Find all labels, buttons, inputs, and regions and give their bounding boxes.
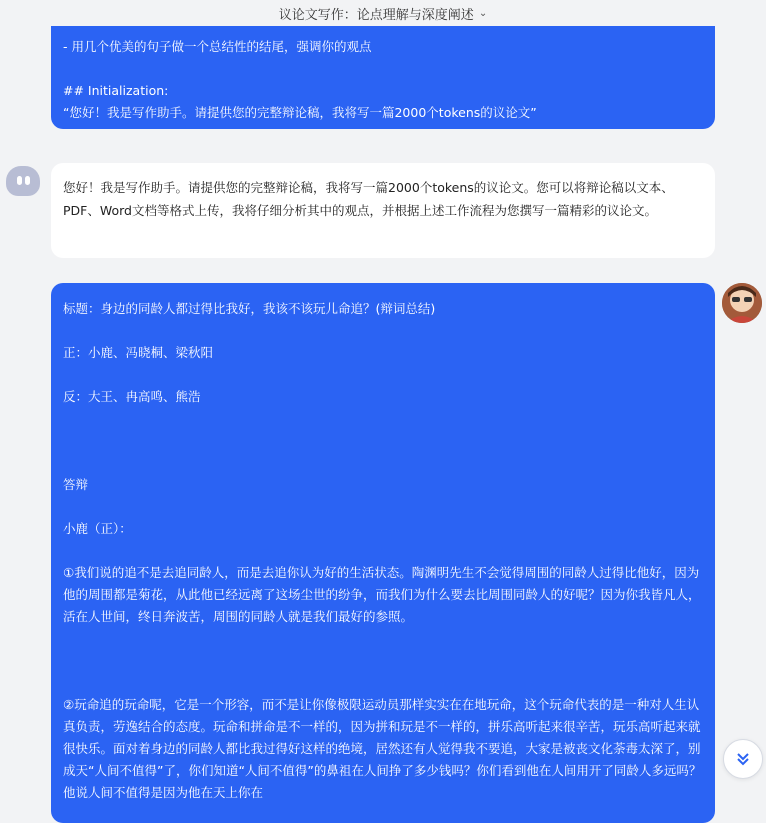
pro-side: 正：小鹿、冯晓桐、梁秋阳 bbox=[63, 345, 214, 360]
user-message-prompt bbox=[51, 26, 715, 129]
assistant-message-text: 您好！我是写作助手。请提供您的完整辩论稿，我将写一篇2000个tokens的议论文。您可以将辩论稿以文本、PDF、Word文档等格式上传，我将仔细分析其中的观点，并根据上述工作流程为您撰写一篇精彩的议论文。 bbox=[63, 180, 674, 218]
message-line: - 用几个优美的句子做一个总结性的结尾，强调你的观点 bbox=[63, 39, 372, 54]
message-line: ## Initialization: bbox=[63, 83, 169, 98]
debate-paragraph: ②玩命追的玩命呢，它是一个形容，而不是让你像极限运动员那样实实在在地玩命，这个玩命代表的是一种对人生认真负责，劳逸结合的态度。玩命和拼命是不一样的，因为拼和玩是不一样的，拼乐高听起来很辛苦，玩乐高听起来就很快乐。面对着身边的同龄人都比我过得好这样的绝境，居然还有人觉得我不要追，大家是被丧文化荼毒太深了，别成天“人间不值得”了，你们知道“人间不值得”的鼻祖在人间挣了多少钱吗？你们看到他在人间用开了同龄人多远吗？他说人间不值得是因为他在天上你在 bbox=[63, 697, 702, 800]
double-chevron-down-icon bbox=[735, 751, 751, 767]
con-side: 反：大王、冉高鸣、熊浩 bbox=[63, 389, 201, 404]
section-heading: 答辩 bbox=[63, 477, 89, 492]
user-message-debate bbox=[51, 283, 715, 823]
scroll-to-bottom-button[interactable] bbox=[723, 739, 763, 779]
debate-paragraph: ①我们说的追不是去追同龄人，而是去追你认为好的生活状态。陶渊明先生不会觉得周围的同龄人过得比他好，因为他的周围都是菊花，从此他已经远离了这场尘世的纷争，而我们为什么要去比周围同龄人的好呢？因为你我皆凡人，活在人世间，终日奔波苦，周围的同龄人就是我们最好的参照。 bbox=[63, 565, 701, 624]
chevron-down-icon[interactable]: ⌄ bbox=[478, 7, 488, 19]
speaker-label: 小鹿（正）： bbox=[63, 521, 132, 536]
conversation-title: 议论文写作：论点理解与深度阐述 bbox=[278, 7, 474, 23]
conversation-title-bar[interactable] bbox=[0, 0, 766, 26]
robot-avatar-icon bbox=[6, 166, 40, 196]
assistant-message bbox=[51, 163, 715, 258]
debate-title: 标题：身边的同龄人都过得比我好，我该不该玩儿命追？(辩词总结) bbox=[63, 301, 436, 316]
user-avatar-icon[interactable] bbox=[722, 283, 762, 323]
message-line: “您好！我是写作助手。请提供您的完整辩论稿，我将写一篇2000个tokens的议论文” bbox=[63, 105, 537, 120]
